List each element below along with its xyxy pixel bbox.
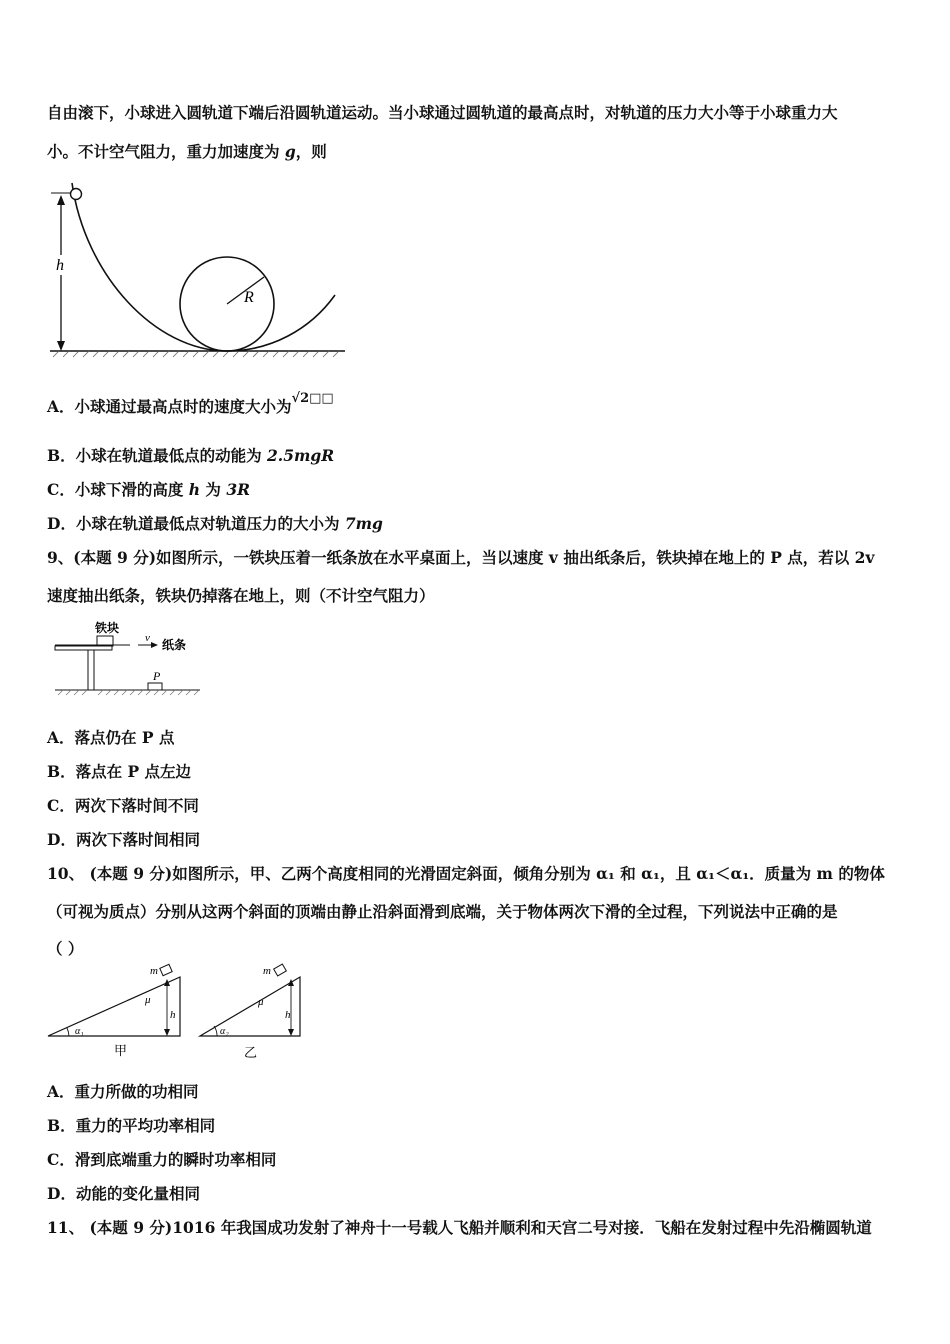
- q11-stem-line-1: 11、 (本题 9 分)1016 年我国成功发射了神舟十一号载人飞船并顺利和天宫二号对接．飞船在发射过程中先沿椭圆轨道: [47, 1218, 872, 1237]
- floor-hatch: [58, 690, 199, 695]
- q10-option-c-text: 滑到底端重力的瞬时功率相同: [74, 1150, 277, 1169]
- point-p-block: [148, 683, 162, 690]
- q10-option-c: [47, 1148, 276, 1170]
- q9-option-b-text: 落点在 P 点左边: [75, 762, 192, 781]
- jia-caption: 甲: [114, 1043, 128, 1058]
- incline-jia: [48, 977, 180, 1036]
- q8-option-d-formula: 7mg: [344, 514, 383, 533]
- q9-stem-line-1: 9、(本题 9 分)如图所示，一铁块压着一纸条放在水平桌面上，当以速度 v 抽出纸条后，铁块掉在地上的 P 点，若以 2v: [47, 548, 875, 567]
- inclines-figure: [45, 963, 310, 1063]
- ball: [71, 189, 82, 200]
- velocity-label: v: [145, 632, 150, 644]
- yi-height-arrow-bottom: [288, 1029, 294, 1036]
- height-label: h: [56, 257, 64, 274]
- q10-option-a-prefix: A．: [47, 1082, 75, 1101]
- yi-block: [274, 964, 287, 976]
- intro-line-2-post: ，则: [295, 142, 327, 161]
- slide-track: [72, 183, 335, 351]
- q8-option-b: [47, 444, 334, 466]
- q9-option-c-text: 两次下落时间不同: [74, 796, 199, 815]
- q8-option-c-formula: 3R: [226, 480, 250, 499]
- table-top: [55, 646, 112, 650]
- q10-option-d: [47, 1182, 200, 1204]
- yi-height-arrow-top: [288, 979, 294, 986]
- jia-block: [160, 964, 172, 975]
- iron-block-label: 铁块: [95, 621, 120, 635]
- jia-height-arrow-bottom: [164, 1029, 170, 1036]
- yi-caption: 乙: [244, 1045, 258, 1060]
- q10-stem-line-2: （可视为质点）分别从这两个斜面的顶端由静止沿斜面滑到底端，关于物体两次下滑的全过程，下列说法中正确的是: [47, 902, 838, 921]
- height-arrow-bottom: [57, 341, 65, 351]
- point-p-label: P: [153, 669, 161, 683]
- q9-option-a-prefix: A．: [47, 728, 75, 747]
- intro-g-var: g: [284, 142, 296, 161]
- q8-option-c-text2: 为: [200, 480, 227, 499]
- q10-stem-line-3: （ ）: [47, 939, 84, 958]
- jia-mass-label: m: [150, 965, 158, 977]
- q10-option-b: [47, 1114, 215, 1136]
- q8-option-d: [47, 512, 383, 534]
- q10-option-b-prefix: B．: [47, 1116, 76, 1135]
- q8-option-a-text: 小球通过最高点时的速度大小为: [74, 397, 292, 416]
- q8-option-c-var: h: [188, 480, 201, 499]
- q9-option-c-prefix: C．: [47, 796, 75, 815]
- q10-option-d-text: 动能的变化量相同: [75, 1184, 200, 1203]
- q10-option-a-text: 重力所做的功相同: [74, 1082, 199, 1101]
- q8-option-b-text: 小球在轨道最低点的动能为: [75, 446, 268, 465]
- jia-angle-arc: [67, 1028, 69, 1036]
- q10-option-c-prefix: C．: [47, 1150, 75, 1169]
- q9-option-a: [47, 726, 174, 748]
- jia-mu-label: μ: [145, 994, 151, 1006]
- q8-option-b-prefix: B．: [47, 446, 76, 465]
- q9-option-d: [47, 828, 200, 850]
- q8-option-c-text: 小球下滑的高度: [74, 480, 189, 499]
- radius-label: R: [244, 289, 254, 306]
- velocity-arrowhead: [151, 642, 158, 648]
- intro-line-2: [47, 140, 327, 162]
- q8-option-a-formula: √2□□: [291, 391, 334, 406]
- q10-stem-line-1: 10、 (本题 9 分)如图所示，甲、乙两个高度相同的光滑固定斜面，倾角分别为 α₁ 和 α₁，且 α₁＜α₁．质量为 m 的物体: [47, 864, 885, 883]
- jia-height-label: h: [170, 1009, 176, 1021]
- q9-option-d-prefix: D．: [47, 830, 76, 849]
- intro-line-2-pre: 小。不计空气阻力，重力加速度为: [47, 142, 285, 161]
- intro-line-1: 自由滚下，小球进入圆轨道下端后沿圆轨道运动。当小球通过圆轨道的最高点时，对轨道的压力大小等于小球重力大: [47, 103, 838, 122]
- height-arrow-top: [57, 195, 65, 205]
- jia-angle-label: α₁: [75, 1026, 84, 1037]
- yi-mass-label: m: [263, 965, 271, 977]
- q9-option-c: [47, 794, 199, 816]
- q9-option-b: [47, 760, 191, 782]
- q9-option-a-text: 落点仍在 P 点: [74, 728, 175, 747]
- yi-angle-label: α₂: [220, 1026, 229, 1037]
- q9-option-d-text: 两次下落时间相同: [75, 830, 200, 849]
- q8-option-c: [47, 478, 250, 500]
- q9-stem-line-2: 速度抽出纸条，铁块仍掉落在地上，则（不计空气阻力）: [47, 586, 435, 605]
- ground-hatch: [53, 351, 339, 357]
- q8-option-a: [47, 391, 334, 417]
- q10-option-d-prefix: D．: [47, 1184, 76, 1203]
- yi-mu-label: μ: [258, 996, 264, 1008]
- q10-option-b-text: 重力的平均功率相同: [75, 1116, 216, 1135]
- table-leg: [88, 650, 94, 690]
- q8-option-d-prefix: D．: [47, 514, 76, 533]
- q10-option-a: [47, 1080, 199, 1102]
- yi-height-label: h: [285, 1009, 291, 1021]
- q8-option-d-text: 小球在轨道最低点对轨道压力的大小为: [75, 514, 345, 533]
- q8-option-c-prefix: C．: [47, 480, 75, 499]
- track-figure: [45, 175, 355, 365]
- q9-option-b-prefix: B．: [47, 762, 76, 781]
- paper-strip-label: 纸条: [162, 638, 187, 652]
- q8-option-a-prefix: A．: [47, 397, 75, 416]
- q8-option-b-formula: 2.5mgR: [267, 446, 335, 465]
- paper-strip-figure: [50, 618, 210, 700]
